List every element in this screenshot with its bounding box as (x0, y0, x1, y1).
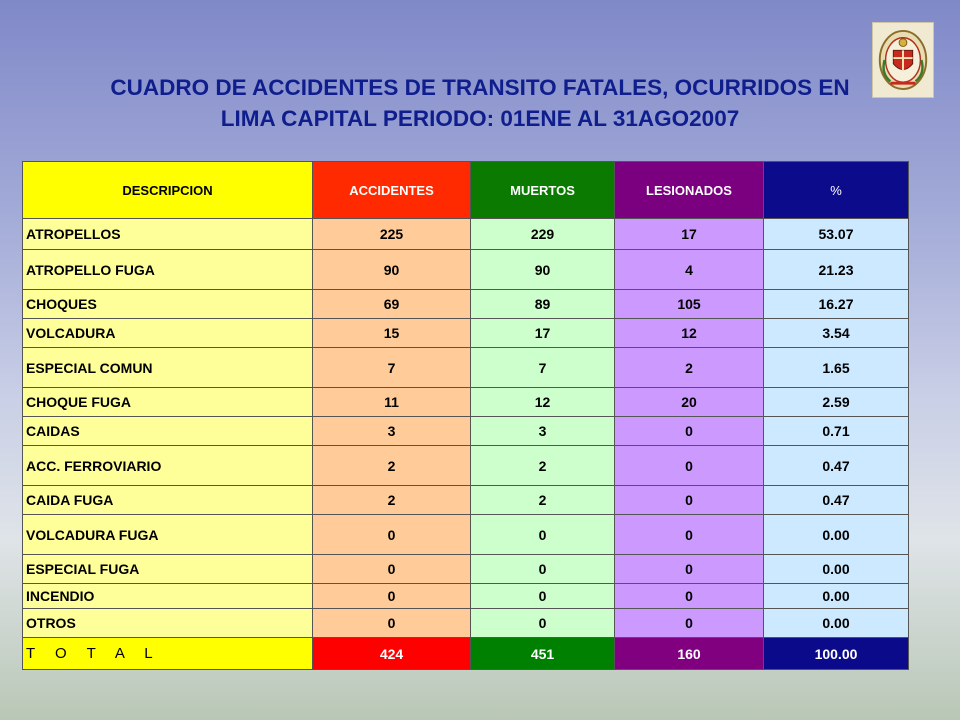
cell-porcentaje: 0.00 (764, 555, 909, 584)
table-header-row (23, 162, 909, 219)
header-descripcion: DESCRIPCION (23, 162, 313, 219)
cell-lesionados: 4 (615, 250, 764, 290)
cell-lesionados: 12 (615, 319, 764, 348)
cell-porcentaje: 16.27 (764, 290, 909, 319)
cell-descripcion: CHOQUES (23, 290, 313, 319)
cell-lesionados: 0 (615, 446, 764, 486)
cell-porcentaje: 21.23 (764, 250, 909, 290)
cell-accidentes: 0 (313, 515, 471, 555)
cell-descripcion: ESPECIAL FUGA (23, 555, 313, 584)
cell-descripcion: ATROPELLO FUGA (23, 250, 313, 290)
table-row (23, 584, 909, 609)
cell-lesionados: 105 (615, 290, 764, 319)
cell-muertos: 0 (471, 584, 615, 609)
cell-lesionados: 0 (615, 609, 764, 638)
table-row (23, 348, 909, 388)
page-title (0, 72, 960, 134)
total-muertos: 451 (471, 638, 615, 670)
total-accidentes: 424 (313, 638, 471, 670)
cell-muertos: 0 (471, 555, 615, 584)
table-row (23, 486, 909, 515)
cell-accidentes: 90 (313, 250, 471, 290)
table-row (23, 319, 909, 348)
total-label: T O T A L (23, 638, 313, 670)
cell-lesionados: 2 (615, 348, 764, 388)
cell-muertos: 0 (471, 515, 615, 555)
cell-accidentes: 0 (313, 584, 471, 609)
table-row (23, 417, 909, 446)
cell-descripcion: CHOQUE FUGA (23, 388, 313, 417)
cell-lesionados: 17 (615, 219, 764, 250)
cell-porcentaje: 1.65 (764, 348, 909, 388)
table-row (23, 250, 909, 290)
cell-porcentaje: 0.71 (764, 417, 909, 446)
cell-accidentes: 225 (313, 219, 471, 250)
cell-muertos: 89 (471, 290, 615, 319)
cell-muertos: 90 (471, 250, 615, 290)
cell-accidentes: 11 (313, 388, 471, 417)
cell-descripcion: VOLCADURA (23, 319, 313, 348)
table-row (23, 388, 909, 417)
cell-accidentes: 15 (313, 319, 471, 348)
cell-descripcion: ACC. FERROVIARIO (23, 446, 313, 486)
title-line-2: LIMA CAPITAL PERIODO: 01ENE AL 31AGO2007 (220, 106, 740, 131)
cell-descripcion: ESPECIAL COMUN (23, 348, 313, 388)
cell-muertos: 2 (471, 486, 615, 515)
cell-porcentaje: 0.00 (764, 584, 909, 609)
cell-lesionados: 0 (615, 486, 764, 515)
cell-accidentes: 3 (313, 417, 471, 446)
cell-lesionados: 20 (615, 388, 764, 417)
cell-porcentaje: 0.00 (764, 515, 909, 555)
total-porcentaje: 100.00 (764, 638, 909, 670)
cell-descripcion: ATROPELLOS (23, 219, 313, 250)
cell-muertos: 7 (471, 348, 615, 388)
table-row (23, 446, 909, 486)
cell-muertos: 17 (471, 319, 615, 348)
total-lesionados: 160 (615, 638, 764, 670)
police-crest-icon (872, 22, 934, 98)
cell-porcentaje: 0.47 (764, 486, 909, 515)
table-row (23, 219, 909, 250)
cell-descripcion: CAIDA FUGA (23, 486, 313, 515)
cell-accidentes: 2 (313, 446, 471, 486)
cell-porcentaje: 3.54 (764, 319, 909, 348)
cell-descripcion: OTROS (23, 609, 313, 638)
header-muertos: MUERTOS (471, 162, 615, 219)
cell-accidentes: 7 (313, 348, 471, 388)
cell-muertos: 0 (471, 609, 615, 638)
table-row (23, 609, 909, 638)
cell-descripcion: VOLCADURA FUGA (23, 515, 313, 555)
table-row (23, 555, 909, 584)
cell-muertos: 12 (471, 388, 615, 417)
cell-porcentaje: 53.07 (764, 219, 909, 250)
table-row (23, 515, 909, 555)
cell-accidentes: 0 (313, 555, 471, 584)
cell-porcentaje: 0.47 (764, 446, 909, 486)
cell-lesionados: 0 (615, 584, 764, 609)
cell-muertos: 2 (471, 446, 615, 486)
table-row (23, 290, 909, 319)
header-lesionados: LESIONADOS (615, 162, 764, 219)
accidents-table (22, 161, 909, 670)
cell-lesionados: 0 (615, 515, 764, 555)
cell-accidentes: 2 (313, 486, 471, 515)
cell-descripcion: INCENDIO (23, 584, 313, 609)
total-row (23, 638, 909, 670)
title-line-1: CUADRO DE ACCIDENTES DE TRANSITO FATALES, OCURRIDOS EN (110, 75, 850, 100)
cell-accidentes: 69 (313, 290, 471, 319)
cell-muertos: 3 (471, 417, 615, 446)
cell-accidentes: 0 (313, 609, 471, 638)
table-body (23, 219, 909, 638)
cell-lesionados: 0 (615, 417, 764, 446)
cell-porcentaje: 0.00 (764, 609, 909, 638)
cell-descripcion: CAIDAS (23, 417, 313, 446)
cell-lesionados: 0 (615, 555, 764, 584)
header-accidentes: ACCIDENTES (313, 162, 471, 219)
cell-muertos: 229 (471, 219, 615, 250)
cell-porcentaje: 2.59 (764, 388, 909, 417)
header-porcentaje: % (764, 162, 909, 219)
